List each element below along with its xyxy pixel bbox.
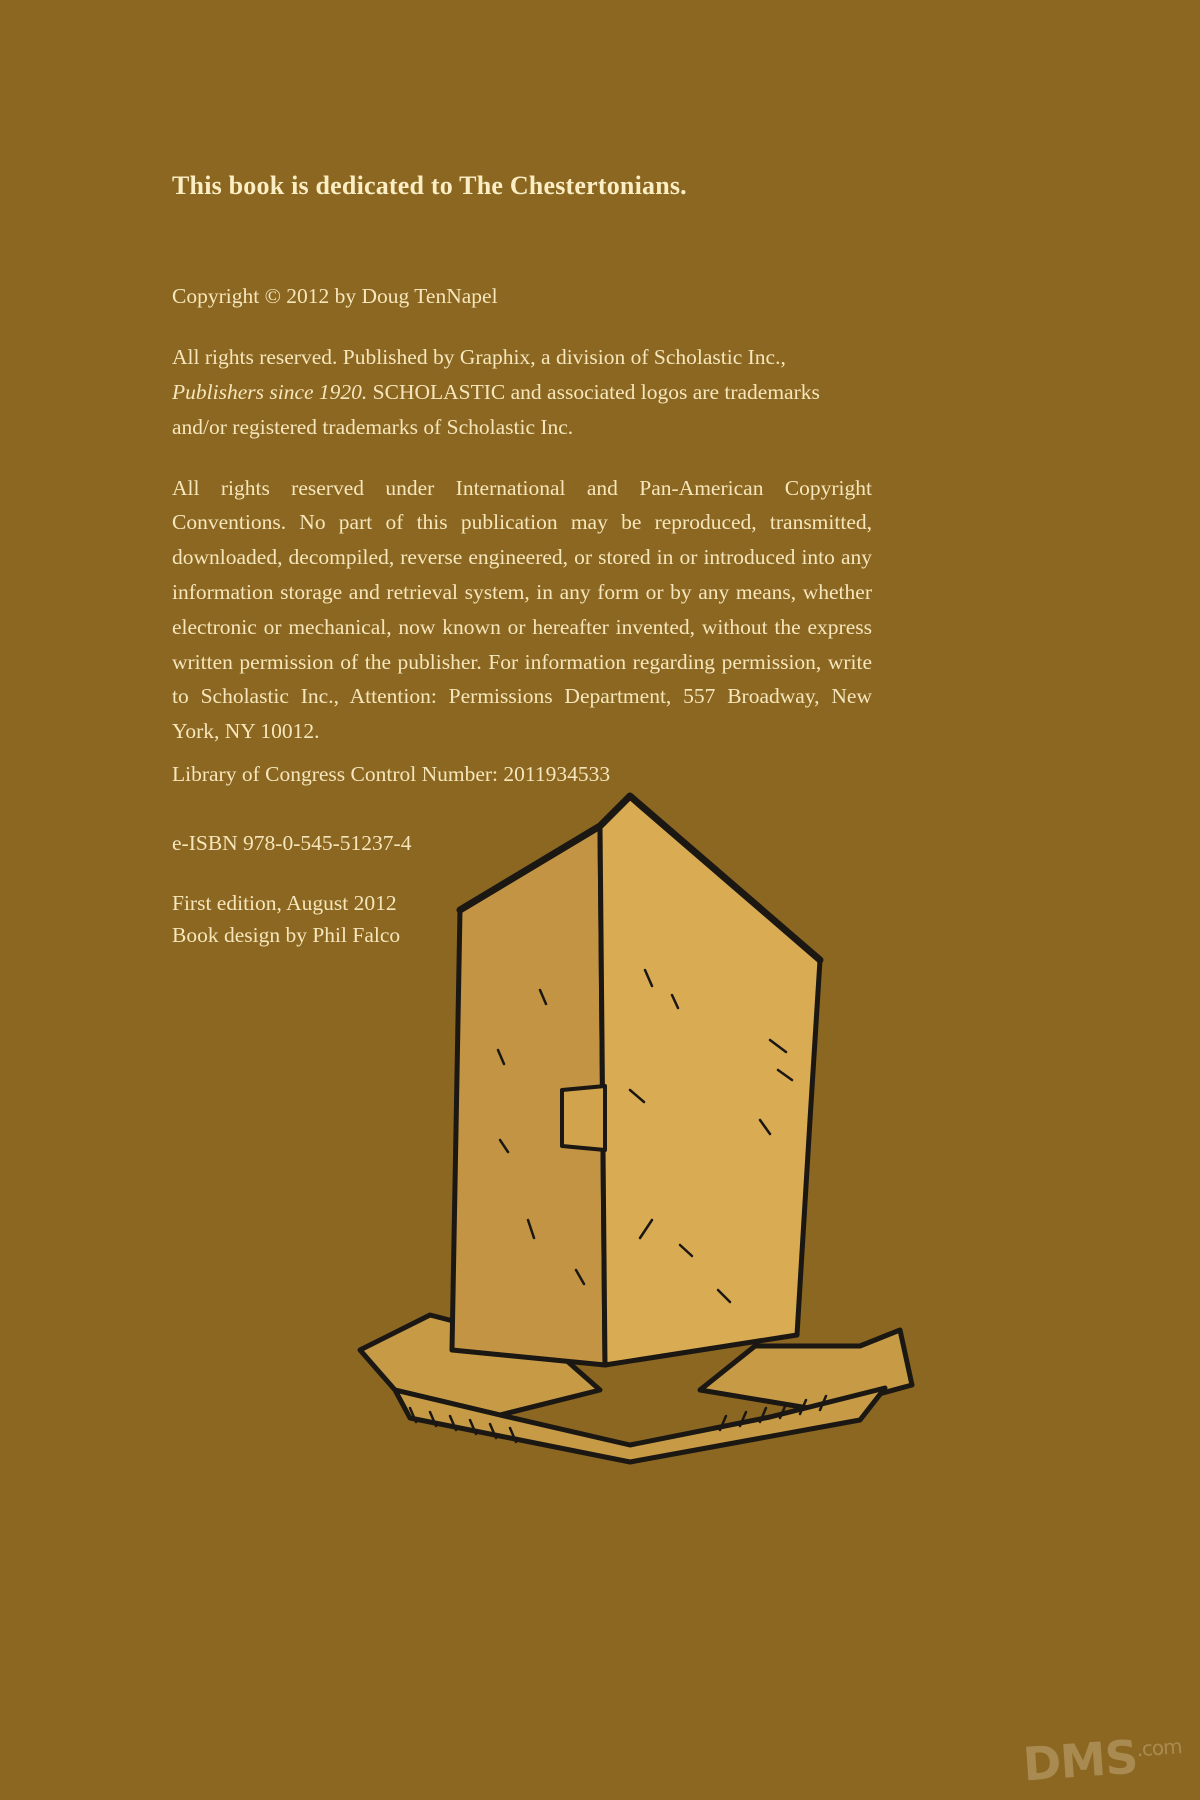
bag-front-panel — [600, 796, 820, 1365]
dms-watermark — [1021, 1727, 1184, 1792]
watermark-text: DMS — [1021, 1729, 1139, 1792]
isbn-line: e-ISBN 978-0-545-51237-4 — [172, 830, 412, 855]
copyright-line: Copyright © 2012 by Doug TenNapel — [172, 284, 498, 309]
library-of-congress-line: Library of Congress Control Number: 2011934533 — [172, 762, 611, 787]
rights-paragraph: All rights reserved under International and Pan-American Copyright Conventions. No part of this publication may be reproduced, transmitted, downloaded, decompiled, reverse engineered, or stored in or introduced into any information storage and retrieval system, in any form or by any means, whether electronic or mechanical, now known or hereafter invented, without the express written permission of the publisher. For information regarding permission, write to Scholastic Inc., Attention: Permissions Department, 557 Broadway, New York, NY 10012. — [172, 475, 872, 744]
paper-bag-svg — [300, 790, 940, 1470]
dedication-line: This book is dedicated to The Chestertonians. — [172, 171, 687, 200]
paper-bag-illustration — [300, 790, 940, 1470]
edition-line: First edition, August 2012 — [172, 890, 397, 915]
publishers-since-italic: Publishers since 1920. — [172, 379, 368, 404]
publisher-paragraph — [172, 340, 872, 444]
publisher-paragraph-part-a: All rights reserved. Published by Graphix, a division of Scholastic Inc., — [172, 345, 786, 370]
bag-patch — [562, 1086, 605, 1150]
book-design-line: Book design by Phil Falco — [172, 923, 401, 948]
publisher-paragraph-part-b: SCHOLASTIC and associated logos are trademarks and/or registered trademarks of Scholastic Inc. — [172, 379, 820, 439]
watermark-suffix: .com — [1135, 1734, 1183, 1762]
